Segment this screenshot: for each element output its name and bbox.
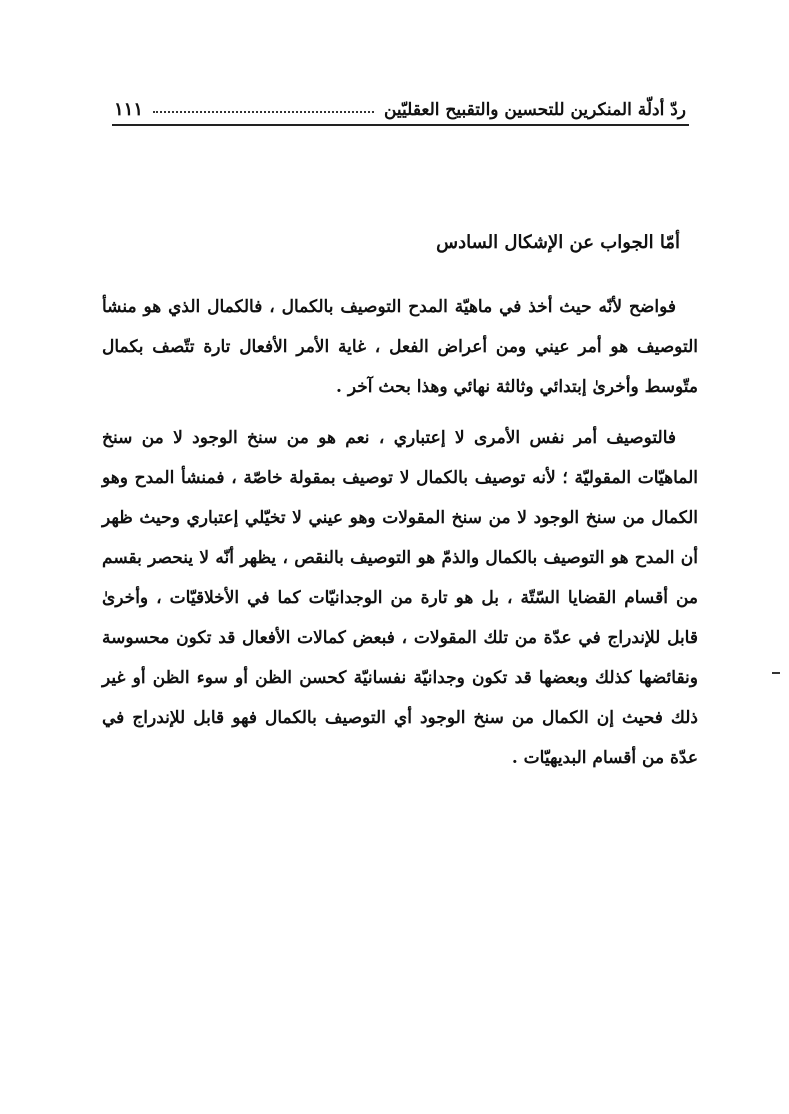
- page-number: ١١١: [114, 99, 144, 120]
- paragraph-1: فواضح لأنّه حيث أخذ في ماهيّة المدح التوصيف بالكمال ، فالكمال الذي هو منشأ التوصيف هو أمر عيني ومن أعراض الفعل ، غاية الأمر الأفعال تارة تتّصف بكمال متّوسط وأخرىٰ إبتدائي وثالثة نهائي وهذا بحث آخر .: [102, 297, 698, 397]
- running-header-title: ردّ أدلّة المنكرين للتحسين والتقبيح العقليّين: [383, 100, 686, 120]
- paragraph-2: فالتوصيف أمر نفس الأمرى لا إعتباري ، نعم هو من سنخ الوجود لا من سنخ الماهيّات المقوليّة ؛ لأنه توصيف بالكمال لا توصيف بمقولة خاصّة ، فمنشأ المدح وهو الكمال من سنخ الوجود لا من سنخ المقولات وهو عيني لا تخيّلي إعتباري وحيث ظهر أن المدح هو التوصيف بالكمال والذمّ هو التوصيف بالنقص ، يظهر أنّه لا ينحصر بقسم من أقسام القضايا السّتّة ، بل هو تارة من الوجدانيّات كما في الأخلاقيّات ، وأخرىٰ قابل للإندراج في عدّة من تلك المقولات ، فبعض كمالات الأفعال قد تكون محسوسة ونقائضها كذلك وبعضها قد تكون وجدانيّة نفسانيّة كحسن الظن أو سوء الظن أو غير ذلك فحيث إن الكمال من سنخ الوجود أي التوصيف بالكمال فهو قابل للإندراج في عدّة من أقسام البديهيّات .: [102, 428, 698, 768]
- section-heading: أمّا الجواب عن الإشكال السادس: [436, 232, 680, 253]
- margin-mark: [772, 672, 780, 674]
- running-header: [114, 86, 686, 120]
- dot-leader: [153, 110, 374, 113]
- header-rule: [112, 124, 689, 126]
